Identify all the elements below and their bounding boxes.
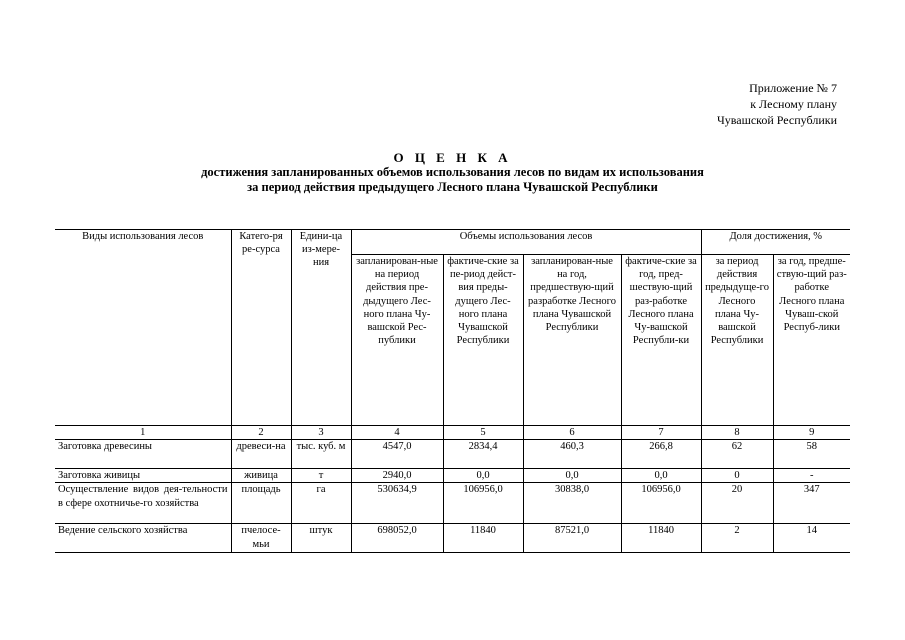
column-number-row [55,426,850,440]
row-value: 0,0 [443,469,523,483]
title-main: О Ц Е Н К А [393,150,512,165]
header-unit: Едини-ца из-мере-ния [291,230,351,426]
row-value: 4547,0 [351,440,443,469]
col-number: 3 [291,426,351,440]
row-value: 347 [773,483,850,524]
col-number: 7 [621,426,701,440]
usage-assessment-table [55,229,850,553]
row-value: 11840 [621,524,701,553]
header-c9: за год, предше-ствую-щий раз-работке Лесного плана Чуваш-ской Респуб-лики [773,255,850,426]
row-value: 0,0 [523,469,621,483]
row-value: 30838,0 [523,483,621,524]
row-unit: га [291,483,351,524]
row-type: Осуществление видов дея-тельности в сфере охотничье-го хозяйства [55,483,231,524]
col-number: 5 [443,426,523,440]
row-value: - [773,469,850,483]
row-value: 11840 [443,524,523,553]
header-row-1 [55,230,850,255]
row-value: 106956,0 [621,483,701,524]
appendix-line-3: Чувашской Республики [716,113,837,127]
appendix-note [717,80,837,128]
header-c6: запланирован-ные на год, предшествую-щий разработке Лесного плана Чувашской Республики [523,255,621,426]
header-category: Катего-ря ре-сурса [231,230,291,426]
header-volumes: Объемы использования лесов [351,230,701,255]
header-c8: за период действия предыдуще-го Лесного плана Чу-вашской Республики [701,255,773,426]
document-title [0,150,905,195]
row-value: 14 [773,524,850,553]
row-value: 2 [701,524,773,553]
row-type: Заготовка живицы [55,469,231,483]
row-value: 20 [701,483,773,524]
row-value: 87521,0 [523,524,621,553]
col-number: 8 [701,426,773,440]
col-number: 9 [773,426,850,440]
row-category: пчелосе-мьи [231,524,291,553]
table-row [55,483,850,524]
table-row [55,440,850,469]
row-unit: штук [291,524,351,553]
title-line-2: достижения запланированных объемов использования лесов по видам их использования [201,165,704,179]
appendix-line-1: Приложение № 7 [749,81,837,95]
row-value: 530634,9 [351,483,443,524]
col-number: 1 [55,426,231,440]
row-value: 266,8 [621,440,701,469]
title-line-3: за период действия предыдущего Лесного плана Чувашской Республики [247,180,658,194]
header-c4: запланирован-ные на период действия пре-дыдущего Лес-ного плана Чу-вашской Рес-публики [351,255,443,426]
row-unit: тыс. куб. м [291,440,351,469]
row-value: 0 [701,469,773,483]
header-c7: фактиче-ские за год, пред-шествую-щий раз-работке Лесного плана Чу-вашской Республи-ки [621,255,701,426]
header-share: Доля достижения, % [701,230,850,255]
row-value: 2834,4 [443,440,523,469]
row-value: 58 [773,440,850,469]
row-value: 460,3 [523,440,621,469]
col-number: 4 [351,426,443,440]
appendix-line-2: к Лесному плану [750,97,837,111]
table-row [55,469,850,483]
row-value: 0,0 [621,469,701,483]
row-type: Заготовка древесины [55,440,231,469]
row-category: древеси-на [231,440,291,469]
table-row [55,524,850,553]
header-c5: фактиче-ские за пе-риод дейст-вия преды-дущего Лес-ного плана Чувашской Республики [443,255,523,426]
row-unit: т [291,469,351,483]
col-number: 6 [523,426,621,440]
row-value: 62 [701,440,773,469]
row-category: площадь [231,483,291,524]
header-types: Виды использования лесов [55,230,231,426]
row-value: 2940,0 [351,469,443,483]
row-type: Ведение сельского хозяйства [55,524,231,553]
col-number: 2 [231,426,291,440]
row-category: живица [231,469,291,483]
row-value: 106956,0 [443,483,523,524]
row-value: 698052,0 [351,524,443,553]
